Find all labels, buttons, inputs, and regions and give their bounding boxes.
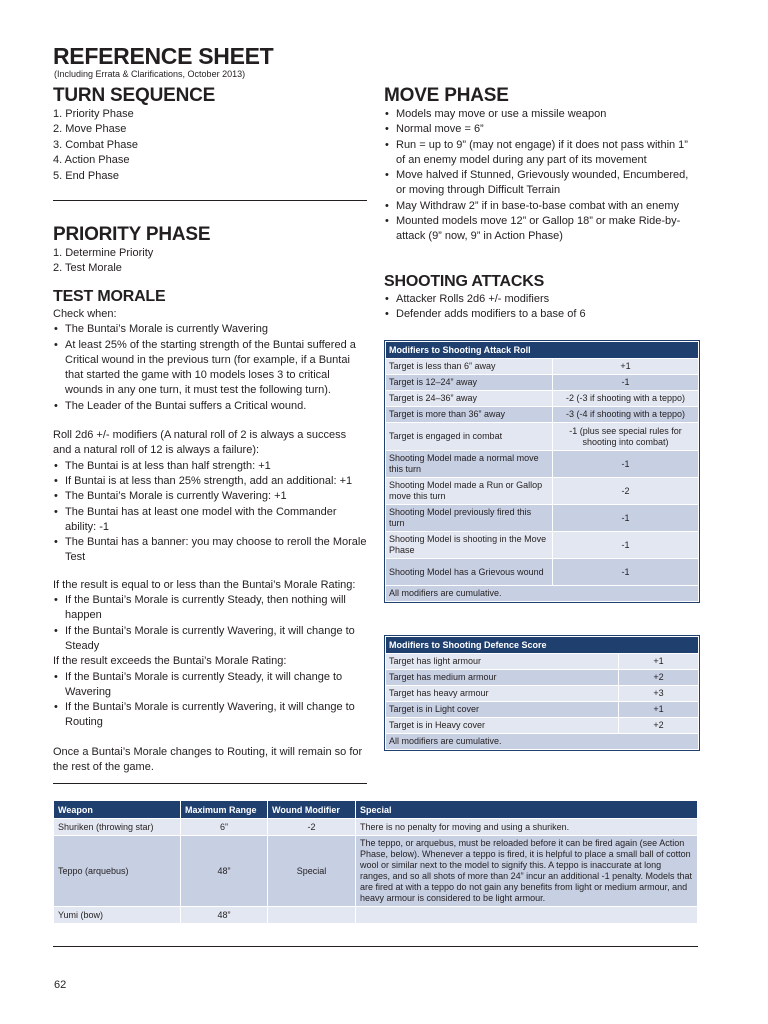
list-item: • If the Buntai’s Morale is currently Wavering, it will change to Routing (53, 700, 367, 731)
defence-modifiers-table (385, 636, 699, 750)
attack-modifiers-table-frame (384, 340, 700, 603)
column-header: Wound Modifier (268, 801, 356, 819)
list-item: 2. Move Phase (53, 123, 127, 136)
priority-phase-section (53, 224, 368, 277)
list-item: • Move halved if Stunned, Grievously wounded, Encumbered, or moving through Difficult Terrain (384, 168, 700, 199)
weapon-range: 48” (181, 907, 268, 924)
modifier-label: Shooting Model made a Run or Gallop move this turn (386, 478, 553, 505)
weapon-name: Shuriken (throwing star) (54, 819, 181, 836)
defence-table-title: Modifiers to Shooting Defence Score (386, 637, 699, 654)
attack-table-footer: All modifiers are cumulative. (386, 586, 699, 602)
list-item: • Run = up to 9” (may not engage) if it does not pass within 1” of an enemy model during any part of its movement (384, 138, 700, 169)
list-item: • May Withdraw 2” if in base-to-base combat with an enemy (384, 199, 700, 214)
check-when-list (53, 322, 367, 414)
weapon-range: 6” (181, 819, 268, 836)
weapon-name: Yumi (bow) (54, 907, 181, 924)
modifier-value: -1 (553, 559, 699, 586)
modifier-value: +3 (619, 686, 699, 702)
roll-instructions: Roll 2d6 +/- modifiers (A natural roll of 2 is always a success and a natural roll of 12 is always a failure): (53, 429, 347, 457)
modifier-value: +2 (619, 718, 699, 734)
page-number: 62 (54, 979, 67, 991)
column-header: Special (356, 801, 698, 819)
weapon-wound-modifier: Special (268, 836, 356, 907)
modifier-value: +2 (619, 670, 699, 686)
modifier-value: -1 (553, 451, 699, 478)
table-header-row (54, 801, 698, 819)
list-item: • The Buntai has a banner: you may choose to reroll the Morale Test (53, 535, 367, 566)
table-row (386, 559, 699, 586)
table-row (54, 819, 698, 836)
column-header: Weapon (54, 801, 181, 819)
priority-phase-list (53, 246, 368, 277)
page-title: REFERENCE SHEET (53, 43, 274, 69)
list-item: • If the Buntai’s Morale is currently Steady, it will change to Wavering (53, 670, 367, 701)
table-row (386, 718, 699, 734)
table-row (386, 532, 699, 559)
modifier-label: Target is 12–24” away (386, 375, 553, 391)
table-row (386, 670, 699, 686)
table-row (386, 451, 699, 478)
list-item: • Attacker Rolls 2d6 +/- modifiers (384, 292, 700, 307)
list-item: • If the Buntai’s Morale is currently Wavering, it will change to Steady (53, 624, 367, 655)
modifier-label: Target is engaged in combat (386, 423, 553, 451)
modifier-label: Target is less than 6” away (386, 359, 553, 375)
page-subtitle: (Including Errata & Clarifications, October 2013) (54, 69, 246, 79)
weapon-special (356, 907, 698, 924)
move-phase-list (384, 107, 700, 245)
list-item: 1. Determine Priority (53, 247, 154, 259)
table-row (386, 423, 699, 451)
turn-sequence-section (53, 85, 368, 184)
table-row (54, 836, 698, 907)
table-row (386, 375, 699, 391)
test-morale-heading: TEST MORALE (53, 288, 166, 305)
list-item: • Normal move = 6” (384, 122, 700, 137)
table-row (54, 907, 698, 924)
weapon-wound-modifier: -2 (268, 819, 356, 836)
result-exceed-label: If the result exceeds the Buntai’s Morale Rating: (53, 655, 287, 668)
shooting-attacks-section (384, 272, 700, 323)
section-divider (53, 200, 367, 201)
modifier-label: Shooting Model made a normal move this turn (386, 451, 553, 478)
roll-modifier-list (53, 459, 367, 566)
move-phase-heading: MOVE PHASE (384, 85, 509, 106)
section-divider (53, 783, 367, 784)
table-row (386, 505, 699, 532)
table-row (386, 359, 699, 375)
list-item: • If Buntai is at less than 25% strength, add an additional: +1 (53, 474, 367, 489)
modifier-label: Target has medium armour (386, 670, 619, 686)
table-row (386, 702, 699, 718)
table-row (386, 407, 699, 423)
modifier-value: -2 (553, 478, 699, 505)
modifier-value: -3 (-4 if shooting with a teppo) (553, 407, 699, 423)
list-item: • The Leader of the Buntai suffers a Critical wound. (53, 399, 367, 414)
result-equal-label: If the result is equal to or less than the Buntai’s Morale Rating: (53, 578, 356, 591)
modifier-label: Target has light armour (386, 654, 619, 670)
list-item: • The Buntai is at less than half strength: +1 (53, 459, 367, 474)
table-row (386, 391, 699, 407)
defence-table-footer: All modifiers are cumulative. (386, 734, 699, 750)
result-exceed-list (53, 670, 367, 731)
table-row (386, 478, 699, 505)
attack-table-title: Modifiers to Shooting Attack Roll (386, 342, 699, 359)
turn-sequence-heading: TURN SEQUENCE (53, 85, 216, 106)
shooting-attacks-list (384, 292, 700, 323)
list-item: • Mounted models move 12” or Gallop 18” or make Ride-by-attack (9” now, 9” in Action Phase) (384, 214, 700, 245)
attack-modifiers-table (385, 341, 699, 602)
result-equal-list (53, 593, 367, 654)
check-when-label: Check when: (53, 308, 117, 320)
modifier-value: -2 (-3 if shooting with a teppo) (553, 391, 699, 407)
modifier-value: +1 (619, 702, 699, 718)
column-header: Maximum Range (181, 801, 268, 819)
modifier-value: +1 (553, 359, 699, 375)
weapon-name: Teppo (arquebus) (54, 836, 181, 907)
test-morale-section (53, 287, 367, 775)
modifier-label: Target is 24–36” away (386, 391, 553, 407)
list-item: • The Buntai has at least one model with the Commander ability: -1 (53, 505, 367, 536)
list-item: 3. Combat Phase (53, 138, 138, 151)
shooting-attacks-heading: SHOOTING ATTACKS (384, 273, 545, 290)
list-item: • If the Buntai’s Morale is currently Steady, then nothing will happen (53, 593, 367, 624)
modifier-value: -1 (plus see special rules for shooting into combat) (553, 423, 699, 451)
weapon-special: There is no penalty for moving and using a shuriken. (356, 819, 698, 836)
weapon-special: The teppo, or arquebus, must be reloaded before it can be fired again (see Action Phase, below). Whenever a teppo is fired, it is helpful to place a small ball of cotton wool or similar next to the model to signify this. A teppo is inaccurate at long ranges, and so all shots of more than 24” incur an additional -1 penalty. Models that are fired at with a teppo do not gain any benefits from light or medium armour, and heavy armour is considered to be light armour. (356, 836, 698, 907)
table-row (386, 654, 699, 670)
modifier-value: -1 (553, 532, 699, 559)
modifier-label: Target is in Light cover (386, 702, 619, 718)
defence-modifiers-table-frame (384, 635, 700, 751)
list-item: 1. Priority Phase (53, 108, 134, 120)
table-row (386, 686, 699, 702)
weapon-range: 48” (181, 836, 268, 907)
list-item: • Models may move or use a missile weapon (384, 107, 700, 122)
modifier-value: +1 (619, 654, 699, 670)
move-phase-section (384, 85, 700, 245)
list-item: • At least 25% of the starting strength of the Buntai suffered a Critical wound in the previous turn (for example, if a Buntai that started the game with 10 models loses 3 to critical wounds in any one turn, it must test the following turn). (53, 338, 367, 399)
list-item: • Defender adds modifiers to a base of 6 (384, 307, 700, 322)
list-item: 2. Test Morale (53, 262, 122, 275)
list-item: • The Buntai’s Morale is currently Wavering: +1 (53, 489, 367, 504)
list-item: 4. Action Phase (53, 154, 130, 167)
priority-phase-heading: PRIORITY PHASE (53, 224, 211, 245)
footer-divider (53, 946, 698, 947)
modifier-label: Shooting Model is shooting in the Move Phase (386, 532, 553, 559)
list-item: 5. End Phase (53, 169, 120, 182)
modifier-label: Shooting Model previously fired this turn (386, 505, 553, 532)
modifier-label: Target has heavy armour (386, 686, 619, 702)
weapon-wound-modifier (268, 907, 356, 924)
routing-note: Once a Buntai’s Morale changes to Routing, it will remain so for the rest of the game. (53, 745, 363, 774)
turn-sequence-list (53, 107, 368, 184)
list-item: • The Buntai’s Morale is currently Wavering (53, 322, 367, 337)
modifier-label: Target is in Heavy cover (386, 718, 619, 734)
modifier-value: -1 (553, 375, 699, 391)
modifier-label: Shooting Model has a Grievous wound (386, 559, 553, 586)
modifier-value: -1 (553, 505, 699, 532)
weapon-table (53, 800, 698, 924)
modifier-label: Target is more than 36” away (386, 407, 553, 423)
